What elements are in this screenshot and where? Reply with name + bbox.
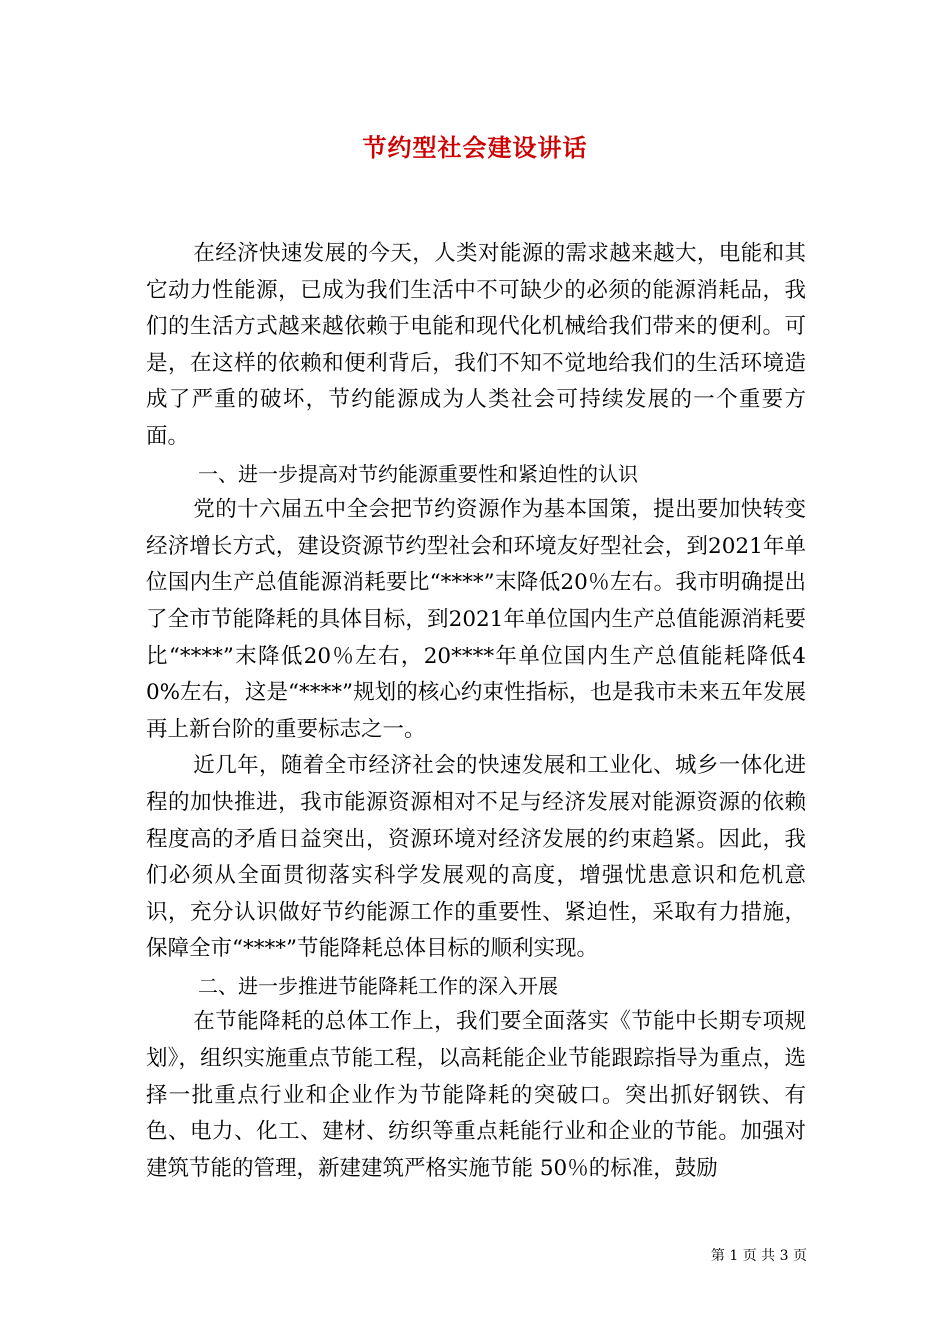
paragraph-policy: 党的十六届五中全会把节约资源作为基本国策，提出要加快转变经济增长方式，建设资源节约型社会和环境友好型社会，到2021年单位国内生产总值能源消耗要比“****”末降低20％左右。我市明确提出了全市节能降耗的具体目标，到2021年单位国内生产总值能源消耗要比“****”末降低20％左右，20****年单位国内生产总值能耗降低40%左右，这是“****”规划的核心约束性指标，也是我市未来五年发展再上新台阶的重要标志之一。 xyxy=(146,497,806,742)
paragraph-intro: 在经济快速发展的今天，人类对能源的需求越来越大，电能和其它动力性能源，已成为我们生活中不可缺少的必须的能源消耗品，我们的生活方式越来越依赖于电能和现代化机械给我们带来的便利。可是，在这样的依赖和便利背后，我们不知不觉地给我们的生活环境造成了严重的破坏，节约能源成为人类社会可持续发展的一个重要方面。 xyxy=(146,241,806,449)
page-number-footer: 第 1 页 共 3 页 xyxy=(710,1248,807,1264)
document-title: 节约型社会建设讲话 xyxy=(362,133,588,162)
document-body xyxy=(146,236,806,1187)
section-heading-2: 二、进一步推进节能降耗工作的深入开展 xyxy=(198,973,558,998)
paragraph-measures: 在节能降耗的总体工作上，我们要全面落实《节能中长期专项规划》，组织实施重点节能工程，以高耗能企业节能跟踪指导为重点，选择一批重点行业和企业作为节能降耗的突破口。突出抓好钢铁、有色、电力、化工、建材、纺织等重点耗能行业和企业的节能。加强对建筑节能的管理，新建建筑严格实施节能 50％的标准，鼓励 xyxy=(146,1009,806,1181)
paragraph-context: 近几年，随着全市经济社会的快速发展和工业化、城乡一体化进程的加快推进，我市能源资源相对不足与经济发展对能源资源的依赖程度高的矛盾日益突出，资源环境对经济发展的约束趋紧。因此，我们必须从全面贯彻落实科学发展观的高度，增强忧患意识和危机意识，充分认识做好节约能源工作的重要性、紧迫性，采取有力措施，保障全市“****”节能降耗总体目标的顺利实现。 xyxy=(146,753,806,962)
section-heading-1: 一、进一步提高对节约能源重要性和紧迫性的认识 xyxy=(198,461,638,486)
